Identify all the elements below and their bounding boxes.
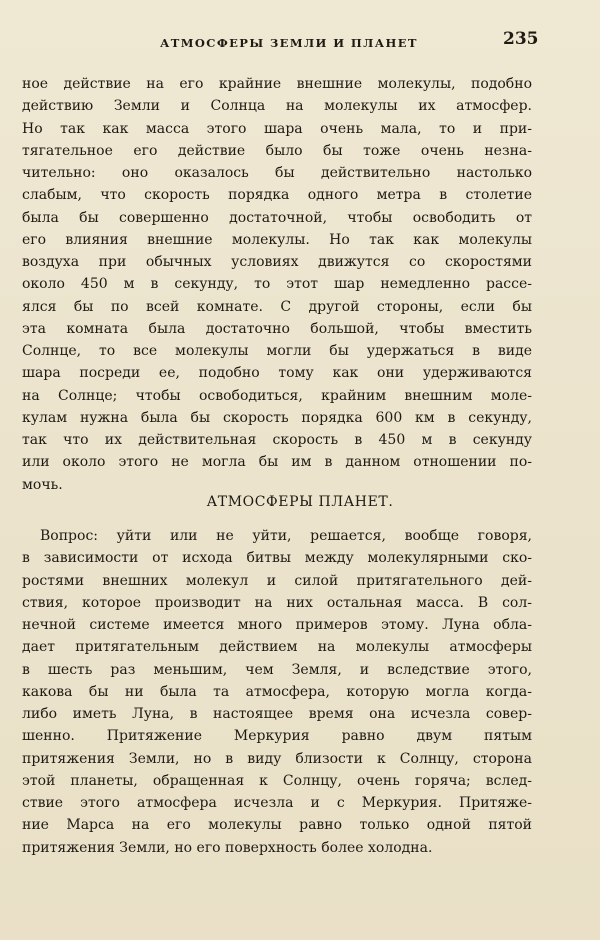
text-line: какова бы ни была та атмосфера, которую могла когда- bbox=[22, 683, 532, 700]
text-line: на Солнце; чтобы освободиться, крайним внешним моле- bbox=[22, 387, 532, 404]
text-line: шенно. Притяжение Меркурия равно двум пятым bbox=[22, 728, 532, 745]
text-line: или около этого не могла бы им в данном отношении по- bbox=[22, 454, 532, 471]
text-line: воздуха при обычных условиях движутся со скоростями bbox=[22, 254, 532, 270]
text-line: шара посреди ее, подобно тому как они удерживаются bbox=[22, 365, 532, 382]
text-line: ное действие на его крайние внешние молекулы, подобно bbox=[22, 76, 532, 92]
text-line: в шесть раз меньшим, чем Земля, и вследствие этого, bbox=[22, 661, 532, 678]
text-line: Вопрос: уйти или не уйти, решается, вообще говоря, bbox=[40, 528, 532, 544]
text-line: дает притягательным действием на молекулы атмосферы bbox=[22, 639, 532, 656]
text-line: Но так как масса этого шара очень мала, то и при- bbox=[22, 120, 532, 137]
text-line: эта комната была достаточно большой, чтобы вместить bbox=[22, 320, 532, 337]
text-line: ялся бы по всей комнате. С другой стороны, если бы bbox=[22, 298, 532, 315]
section-heading: АТМОСФЕРЫ ПЛАНЕТ. bbox=[206, 494, 394, 510]
text-line: его влияния внешние молекулы. Но так как молекулы bbox=[22, 231, 532, 248]
text-line: либо иметь Луна, в настоящее время она исчезла совер- bbox=[22, 706, 532, 722]
text-line: мочь. bbox=[22, 476, 63, 493]
text-line: кулам нужна была бы скорость порядка 600 км в секунду, bbox=[22, 409, 532, 426]
text-line: чительно: оно оказалось бы действительно настолько bbox=[22, 165, 532, 181]
text-line: была бы совершенно достаточной, чтобы освободить от bbox=[22, 209, 532, 226]
text-line: этой планеты, обращенная к Солнцу, очень горяча; вслед- bbox=[22, 772, 532, 789]
text-line: тягательное его действие было бы тоже очень незна- bbox=[22, 142, 532, 159]
text-line: около 450 м в секунду, то этот шар немедленно рассе- bbox=[22, 276, 532, 293]
text-line: притяжения Земли, но в виду близости к Солнцу, сторона bbox=[22, 750, 532, 767]
paragraph bbox=[22, 525, 532, 859]
text-line: в зависимости от исхода битвы между молекулярными ско- bbox=[22, 550, 532, 567]
paragraph-continuation bbox=[22, 73, 532, 496]
text-line: ростями внешних молекул и силой притягательного дей- bbox=[22, 572, 532, 589]
running-head: АТМОСФЕРЫ ЗЕМЛИ И ПЛАНЕТ bbox=[160, 36, 418, 50]
text-line: ние Марса на его молекулы равно только одной пятой bbox=[22, 817, 532, 834]
text-line: так что их действительная скорость в 450 м в секунду bbox=[22, 432, 532, 448]
text-line: ствие этого атмосфера исчезла и с Меркурия. Притяже- bbox=[22, 795, 532, 811]
text-line: нечной системе имеется много примеров этому. Луна обла- bbox=[22, 617, 532, 633]
text-line: притяжения Земли, но его поверхность более холодна. bbox=[22, 839, 433, 856]
text-line: ствия, которое производит на них остальная масса. В сол- bbox=[22, 594, 532, 611]
text-line: действию Земли и Солнца на молекулы их атмосфер. bbox=[22, 98, 532, 115]
text-line: слабым, что скорость порядка одного метра в столетие bbox=[22, 187, 532, 204]
page-number: 235 bbox=[503, 29, 539, 49]
text-line: Солнце, то все молекулы могли бы удержаться в виде bbox=[22, 343, 532, 359]
